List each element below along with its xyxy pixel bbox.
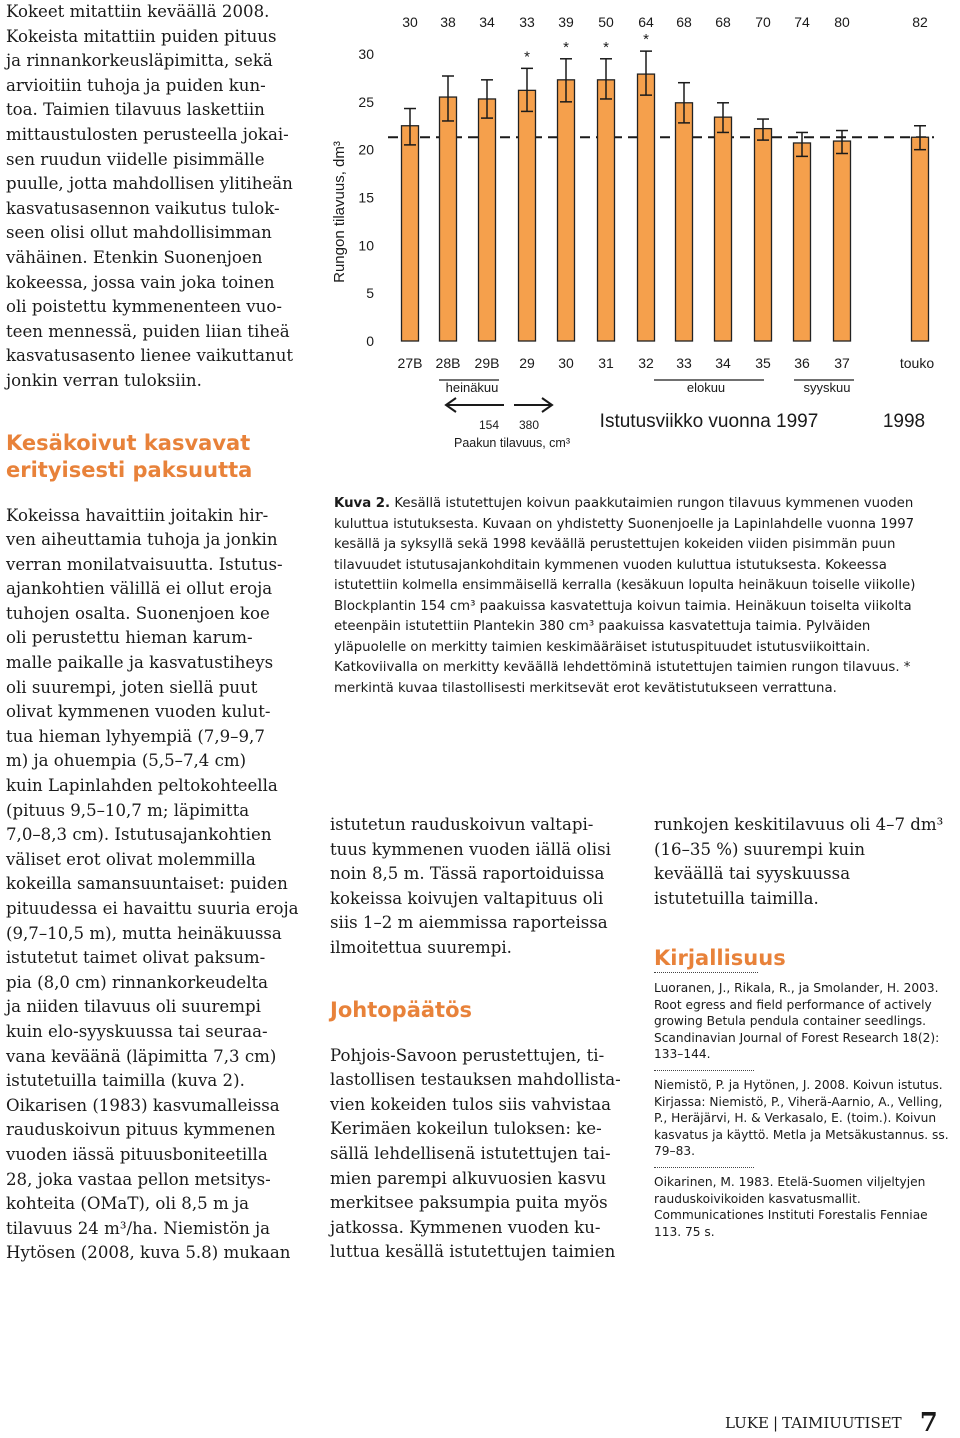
bars — [402, 51, 929, 341]
planting-height-label: 30 — [402, 14, 418, 30]
y-tick-label: 20 — [358, 141, 374, 158]
section-heading-thickness: Kesäkoivut kasvavat erityisesti paksuutta — [6, 430, 253, 482]
middle-paragraph-2: Pohjois-Savoon perustettujen, ti- lastollisen testauksen mahdollista- vien kokeiden tulos siis vahvistaa Kerimäen kokeilun tuloksen: ke- sällä lehdellisenä istutettujen tai- mien parempi alkuvuosien kasvu merkitsee paksumpia puita myös jatkossa. Kymmenen vuoden ku- luttua kesällä istutettujen taimien — [330, 1045, 621, 1262]
footer-separator: | — [772, 1414, 779, 1432]
left-column — [6, 0, 306, 1266]
category-label: 29B — [474, 355, 500, 371]
footer-series: TAIMIUUTISET — [782, 1414, 902, 1432]
bar — [479, 99, 496, 341]
y-tick-label: 15 — [358, 189, 374, 206]
bar — [755, 129, 772, 341]
month-label-july: heinäkuu — [445, 380, 499, 395]
x-axis-category-labels — [398, 355, 935, 371]
y-tick-label: 0 — [366, 333, 374, 349]
category-label: 32 — [638, 355, 654, 371]
planting-height-label: 74 — [794, 14, 810, 30]
bar — [715, 117, 732, 341]
left-arrow-icon — [446, 398, 504, 412]
footer-brand: LUKE — [725, 1414, 769, 1432]
category-label: 30 — [558, 355, 574, 371]
reference-item: Oikarinen, M. 1983. Etelä-Suomen viljeltyjen rauduskoivikoiden kasvatusmallit. Communicationes Instituti Forestalis Fenniae 113. 75 s. — [654, 1167, 954, 1240]
caption-label: Kuva 2. — [334, 496, 391, 511]
planting-height-label: 38 — [440, 14, 456, 30]
y-tick-label: 10 — [358, 237, 374, 254]
volume-bar-chart — [324, 0, 948, 470]
middle-column — [330, 813, 640, 1265]
right-paragraph-1: runkojen keskitilavuus oli 4–7 dm³ (16–35 %) suurempi kuin keväällä tai syyskuussa istutetuilla taimilla. — [654, 815, 944, 908]
planting-height-label: 70 — [755, 14, 771, 30]
category-label: 28B — [435, 355, 461, 371]
planting-height-labels — [402, 14, 928, 30]
bar — [402, 126, 419, 341]
reference-list — [654, 976, 954, 1240]
category-label: 36 — [794, 355, 810, 371]
left-paragraph-2: Kokeissa havaittiin joitakin hir- ven aiheuttamia tuhoja ja jonkin verran monilatvaisuutta. Istutus- ajankohtien välillä ei ollut eroja tuhojen osalta. Suonenjoen koe oli perustettu hieman karum- malle paikalle ja kasvatustiheys oli suurempi, joten siellä puut olivat kymmenen vuoden kulut- tua hieman lyhyempiä (7,9–9,7 m) ja ohuempia (5,5–7,4 cm) kuin Lapinlahden peltokohteella (pituus 9,5–10,7 m; läpimitta 7,0–8,3 cm). Istutusajankohtien väliset erot olivat molemmilla kokeilla samansuuntaiset: puiden pituudessa ei havaittu suuria eroja (9,7–10,5 m), mutta heinäkuussa istutetut taimet olivat paksum- pia (8,0 cm) rinnankorkeudelta ja niiden tilavuus oli suurempi kuin elo-syyskuussa tai seuraa- vana keväänä (läpimitta 7,3 cm) istutetuilla taimilla (kuva 2). Oikarisen (1983) kasvumalleissa rauduskoivun pituus kymmenen vuoden iässä pituusboniteetilla 28, joka vastaa pellon metsitys- kohteita (OMaT), oli 8,5 m ja tilavuus 24 m³/ha. Niemistön ja Hytösen (2008, kuva 5.8) mukaan — [6, 505, 299, 1263]
category-label: touko — [899, 355, 935, 371]
planting-height-label: 68 — [676, 14, 692, 30]
bar — [519, 90, 536, 341]
y-tick-label: 30 — [358, 46, 374, 62]
pot-volume-154: 154 — [478, 418, 500, 432]
bar — [676, 103, 693, 341]
x-axis-label-year-1998: 1998 — [882, 411, 926, 432]
category-label: 31 — [598, 355, 614, 371]
reference-item: Niemistö, P. ja Hytönen, J. 2008. Koivun istutus. Kirjassa: Niemistö, P., Viherä-Aarnio, A., Velling, P., Heräjärvi, H. & Verkasalo, E. (toim.). Koivun kasvatus ja käyttö. Metla ja Metsäkustannus. ss. 79–83. — [654, 1070, 954, 1160]
category-label: 29 — [519, 355, 535, 371]
category-label: 33 — [676, 355, 692, 371]
planting-height-label: 39 — [558, 14, 574, 30]
significance-marker: * — [643, 31, 649, 49]
right-arrow-icon — [514, 398, 552, 412]
section-heading-references: Kirjallisuus — [654, 946, 786, 970]
middle-paragraph-1: istutetun rauduskoivun valtapi- tuus kymmenen vuoden iällä olisi noin 8,5 m. Tässä raportoiduissa kokeissa koivujen valtapituus oli siis 1–2 m aiemmissa raporteissa ilmoitettua suurempi. — [330, 815, 611, 957]
reference-item: Luoranen, J., Rikala, R., ja Smolander, H. 2003. Root egress and field performance of actively growing Betula pendula container seedlings. Scandinavian Journal of Forest Research 18(2): 133–144. — [654, 981, 940, 1062]
category-label: 34 — [715, 355, 731, 371]
bar — [834, 141, 851, 341]
bar — [912, 137, 929, 341]
y-tick-label: 5 — [366, 285, 374, 302]
significance-marker: * — [524, 48, 530, 66]
category-label: 37 — [834, 355, 850, 371]
bar — [794, 143, 811, 341]
heading-dotted-underline — [654, 972, 758, 973]
bar — [598, 80, 615, 341]
month-label-september: syyskuu — [803, 380, 851, 395]
caption-text: Kesällä istutettujen koivun paakkutaimien rungon tilavuus kymmenen vuoden kuluttua istutuksesta. Kuvaan on yhdistetty Suonenjoelle ja Lapinlahdelle vuonna 1997 kesällä ja syksyllä sekä 1998 keväällä perustettujen kokeiden viiden pisimmän puun tilavuudet istutusajankohditain kymmenen vuoden kuluttua istutuksesta. Kokeessa istutettiin kolmella ensimmäisellä kerralla (kesäkuun lopulta heinäkuun toiselle viikolle) Blockplantin 154 cm³ paakuissa kasvatettuja koivun taimia. Heinäkuun toiselta viikolta eteenpäin istutettiin Plantekin 380 cm³ paakuissa kasvatettuja taimia. Pylväiden yläpuolelle on merkitty taimien keskimääräiset istutuspituudet istutusviikoittain. Katkoviivalla on merkitty keväällä lehdettöminä istutettujen taimien rungon tilavuus. * merkintä kuvaa tilastollisesti merkitsevät erot kevätistutukseen verrattuna. — [334, 496, 916, 696]
planting-height-label: 82 — [912, 14, 928, 30]
planting-height-label: 34 — [479, 14, 495, 30]
y-tick-label: 25 — [358, 93, 374, 110]
right-column-text — [654, 813, 954, 911]
bar — [638, 74, 655, 341]
bar — [558, 80, 575, 341]
planting-height-label: 64 — [638, 14, 654, 30]
figure-caption — [334, 494, 944, 699]
page-number: 7 — [919, 1408, 938, 1438]
significance-markers — [524, 31, 649, 65]
x-axis-label: Istutusviikko vuonna 1997 — [599, 411, 819, 432]
planting-height-label: 80 — [834, 14, 850, 30]
planting-height-label: 68 — [715, 14, 731, 30]
significance-marker: * — [603, 38, 609, 56]
planting-height-label: 33 — [519, 14, 535, 30]
pot-volume-380: 380 — [518, 418, 540, 432]
pot-volume-axis-label: Paakun tilavuus, cm³ — [453, 436, 571, 450]
left-paragraph-1: Kokeet mitattiin keväällä 2008. Kokeista mitattiin puiden pituus ja rinnankorkeusläpimitta, sekä arvioitiin tuhoja ja puiden kun- toa. Taimien tilavuus laskettiin mittaustulosten perusteella jokai- sen ruudun viidelle pisimmälle puulle, jotta mahdollisen ylitiheän kasvatusasennon vaikutus tulok- seen olisi ollut mahdollisimman vähäinen. Etenkin Suonenjoen kokeessa, jossa vain joka toinen oli poistettu kymmenenteen vuo- teen mennessä, puiden liian tiheä kasvatusasento lienee vaikuttanut jonkin verran tuloksiin. — [6, 2, 294, 390]
bar — [440, 97, 457, 341]
y-axis-label: Rungon tilavuus, dm³ — [331, 141, 348, 283]
significance-marker: * — [563, 38, 569, 56]
section-heading-conclusion: Johtopäätös — [330, 997, 472, 1022]
category-label: 27B — [397, 355, 423, 371]
month-label-august: elokuu — [686, 380, 726, 395]
planting-height-label: 50 — [598, 14, 614, 30]
y-axis-ticks — [358, 46, 374, 349]
category-label: 35 — [755, 355, 771, 371]
